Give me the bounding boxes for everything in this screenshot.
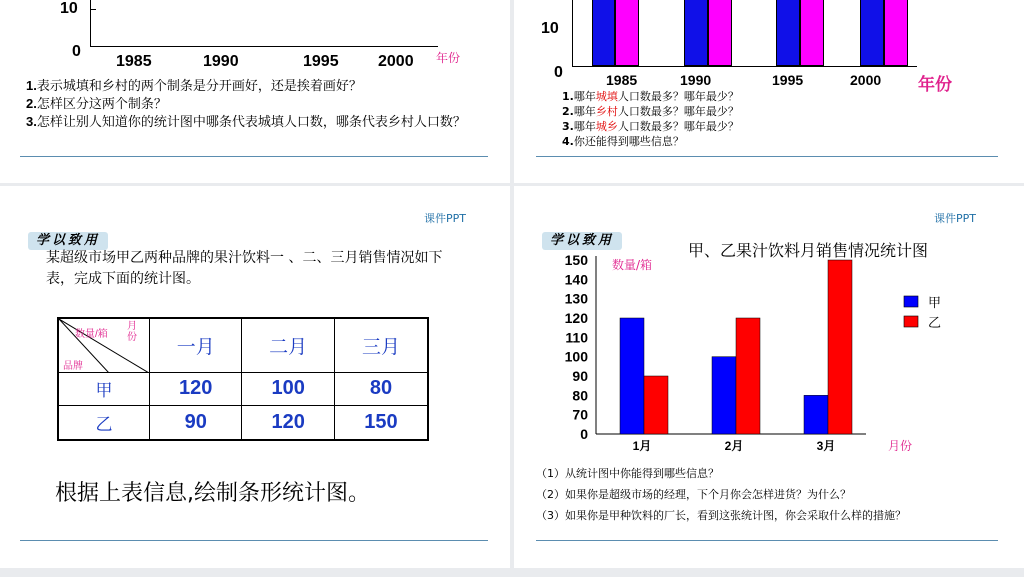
y-tick-label: 120: [564, 310, 588, 326]
bar-乙-3月: [828, 260, 852, 434]
x-tick-label: 1月: [632, 439, 652, 453]
divider-line: [20, 540, 488, 541]
question-3: 3.怎样让别人知道你的统计图中哪条代表城填人口数，哪条代表乡村人口数？: [26, 114, 466, 130]
question-2: 2.怎样区分这两个制条？: [26, 96, 167, 112]
divider-line: [20, 156, 488, 157]
slide-4[interactable]: [514, 186, 1024, 568]
table-row: [58, 406, 428, 440]
y-tick-10: 10: [60, 0, 78, 17]
chart-title: 甲、乙果汁饮料月销售情况统计图: [688, 241, 929, 260]
cell-value: 150: [334, 406, 428, 440]
x-tick-1985: 1985: [606, 72, 638, 88]
x-tick-1990: 1990: [203, 53, 239, 70]
y-tick-label: 0: [580, 426, 588, 442]
y-tick-0: 0: [554, 64, 563, 81]
cell-value: 90: [150, 406, 242, 440]
question-list: [536, 463, 1016, 526]
y-tick-label: 90: [572, 368, 588, 384]
y-axis: [572, 0, 573, 67]
x-axis: [572, 66, 917, 67]
table-header-row: [58, 318, 428, 372]
bar-乙-1月: [644, 376, 668, 434]
bar-1985-city: [592, 0, 615, 66]
y-tick-10: 10: [541, 20, 559, 37]
corner-brand-label: 品牌: [63, 361, 83, 372]
y-tick-label: 70: [572, 406, 588, 423]
legend-swatch-甲: [904, 296, 918, 307]
month-header-2: 二月: [242, 318, 334, 372]
corner-qty-label: 数量/箱: [75, 329, 108, 340]
y-tick-label: 150: [564, 252, 588, 268]
slide-1[interactable]: [0, 0, 510, 183]
divider-line: [536, 540, 998, 541]
x-unit-label: 年份: [436, 51, 461, 65]
legend-swatch-乙: [904, 316, 918, 327]
question-1: 1.哪年城填人口数最多？哪年最少？: [562, 90, 739, 103]
x-tick-2000: 2000: [378, 53, 414, 70]
bar-甲-2月: [712, 357, 736, 434]
bar-2000-city: [860, 0, 884, 66]
sales-table: [57, 317, 429, 441]
y-tick-mark: [90, 9, 96, 10]
y-tick-label: 130: [564, 290, 588, 307]
y-tick-0: 0: [72, 43, 81, 60]
y-tick-label: 100: [564, 348, 588, 365]
section-badge: 学以致用: [28, 232, 108, 250]
brand-label: 课件PPT: [424, 212, 466, 225]
y-tick-label: 140: [564, 271, 588, 288]
bar-1995-city: [776, 0, 800, 66]
x-tick-1995: 1995: [303, 53, 339, 70]
question-2: （2）如果你是超级市场的经理，下个月你会怎样进货？为什么？: [536, 488, 851, 501]
section-badge: 学以致用: [542, 232, 622, 250]
x-axis: [90, 46, 438, 47]
task-text: 根据上表信息,绘制条形统计图。: [55, 481, 370, 506]
corner-month-label: 月份: [127, 321, 137, 343]
cell-value: 120: [242, 406, 334, 440]
bar-1990-rural: [708, 0, 732, 66]
question-4: 4.你还能得到哪些信息？: [562, 135, 684, 148]
y-axis: [90, 0, 91, 47]
bar-1985-rural: [615, 0, 639, 66]
slide-2[interactable]: [514, 0, 1024, 183]
question-3: 3.哪年城乡人口数最多？哪年最少？: [562, 120, 739, 133]
question-2: 2.哪年乡村人口数最多？哪年最少？: [562, 105, 739, 118]
table-corner-cell: [58, 318, 150, 372]
x-tick-2000: 2000: [850, 72, 882, 88]
cell-value: 100: [242, 372, 334, 406]
legend-label-甲: 甲: [928, 296, 942, 311]
question-1: 1.表示城填和乡村的两个制条是分开画好，还是挨着画好？: [26, 78, 362, 94]
x-tick-label: 3月: [816, 439, 836, 453]
question-1: （1）从统计图中你能得到哪些信息？: [536, 467, 719, 480]
bar-甲-3月: [804, 395, 828, 434]
question-3: （3）如果你是甲种饮料的厂长，看到这张统计图，你会采取什么样的措施？: [536, 509, 906, 522]
row-brand-yi: 乙: [58, 406, 150, 440]
x-tick-label: 2月: [724, 439, 744, 453]
divider-line: [536, 156, 998, 157]
x-tick-1990: 1990: [680, 72, 712, 88]
y-tick-label: 110: [565, 329, 588, 346]
row-brand-jia: 甲: [58, 372, 150, 406]
intro-text: 某超级市场甲乙两种品牌的果汁饮料一 、二、三月销售情况如下表，完成下面的统计图。: [46, 250, 443, 287]
y-axis-label: 数量/箱: [612, 258, 653, 272]
x-axis-label: 月份: [888, 439, 913, 453]
cell-value: 120: [150, 372, 242, 406]
question-list: [26, 77, 466, 131]
bar-1990-city: [684, 0, 708, 66]
bar-1995-rural: [800, 0, 824, 66]
brand-label: 课件PPT: [934, 212, 976, 225]
bar-乙-2月: [736, 318, 760, 434]
month-header-3: 三月: [334, 318, 428, 372]
table-row: [58, 372, 428, 406]
bar-甲-1月: [620, 318, 644, 434]
x-tick-1985: 1985: [116, 53, 152, 70]
cell-value: 80: [334, 372, 428, 406]
x-tick-1995: 1995: [772, 72, 804, 88]
y-tick-label: 80: [572, 387, 588, 404]
question-list: [562, 89, 1002, 149]
bar-2000-rural: [884, 0, 908, 66]
slide-3[interactable]: [0, 186, 510, 568]
legend-label-乙: 乙: [928, 316, 942, 331]
bar-chart: [514, 250, 1024, 460]
month-header-1: 一月: [150, 318, 242, 372]
x-unit-label: 年份: [918, 75, 952, 95]
